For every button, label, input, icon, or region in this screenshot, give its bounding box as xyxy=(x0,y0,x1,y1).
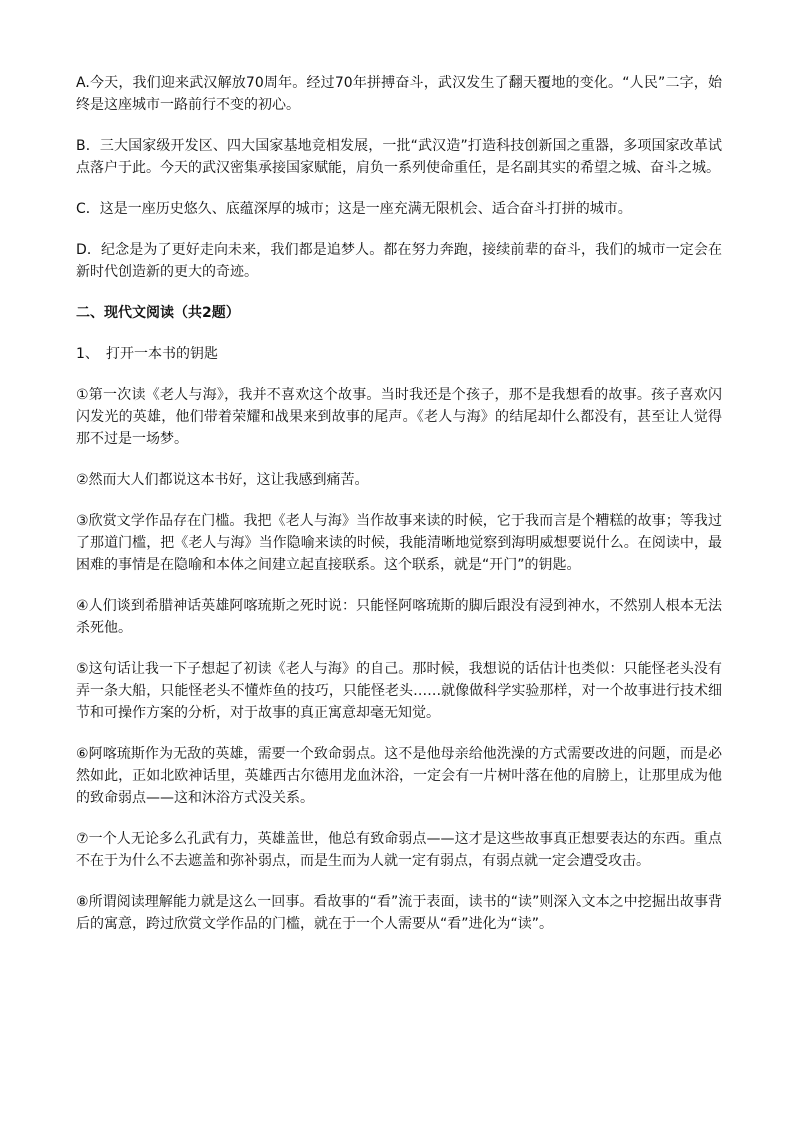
paragraph-6: ⑥阿喀琉斯作为无敌的英雄，需要一个致命弱点。这不是他母亲给他洗澡的方式需要改进的问题，而是必然如此，正如北欧神话里，英雄西古尔德用龙血沐浴，一定会有一片树叶落在他的肩膀上，让那里成为他的致命弱点——这和沐浴方式没关系。 xyxy=(76,746,722,806)
paragraph-8: ⑧所谓阅读理解能力就是这么一回事。看故事的“看”流于表面，读书的“读”则深入文本之中挖掘出故事背后的寓意，跨过欣赏文学作品的门槛，就在于一个人需要从“看”进化为“读”。 xyxy=(76,894,722,932)
option-b: B．三大国家级开发区、四大国家基地竞相发展，一批“武汉造”打造科技创新国之重器，多项国家改革试点落户于此。今天的武汉密集承接国家赋能，肩负一系列使命重任，是名副其实的希望之城、奋斗之城。 xyxy=(76,138,722,176)
article-title: 打开一本书的钥匙 xyxy=(106,346,218,362)
section-heading: 二、现代文阅读（共2题） xyxy=(76,305,240,321)
question-number: 1、 xyxy=(76,346,99,362)
document-page xyxy=(76,72,722,954)
option-a: A.今天，我们迎来武汉解放70周年。经过70年拼搏奋斗，武汉发生了翻天覆地的变化。“人民”二字，始终是这座城市一路前行不变的初心。 xyxy=(76,75,722,113)
paragraph-1: ①第一次读《老人与海》，我并不喜欢这个故事。当时我还是个孩子，那不是我想看的故事。孩子喜欢闪闪发光的英雄，他们带着荣耀和战果来到故事的尾声。《老人与海》的结尾却什么都没有，甚至让人觉得那不过是一场梦。 xyxy=(76,387,722,447)
option-d: D．纪念是为了更好走向未来，我们都是追梦人。都在努力奔跑，接续前辈的奋斗，我们的城市一定会在新时代创造新的更大的奇迹。 xyxy=(76,242,722,280)
paragraph-4: ④人们谈到希腊神话英雄阿喀琉斯之死时说：只能怪阿喀琉斯的脚后跟没有浸到神水，不然别人根本无法杀死他。 xyxy=(76,598,722,636)
paragraph-3: ③欣赏文学作品存在门槛。我把《老人与海》当作故事来读的时候，它于我而言是个糟糕的故事；等我过了那道门槛，把《老人与海》当作隐喻来读的时候，我能清晰地觉察到海明威想要说什么。在阅读中，最困难的事情是在隐喻和本体之间建立起直接联系。这个联系，就是“开门”的钥匙。 xyxy=(76,513,722,573)
paragraph-2: ②然而大人们都说这本书好，这让我感到痛苦。 xyxy=(76,472,369,488)
question-title xyxy=(76,343,722,365)
paragraph-5: ⑤这句话让我一下子想起了初读《老人与海》的自己。那时候，我想说的话估计也类似：只能怪老头没有弄一条大船，只能怪老头不懂炸鱼的技巧，只能怪老头……就像做科学实验那样，对一个故事进行技术细节和可操作方案的分析，对于故事的真正寓意却毫无知觉。 xyxy=(76,661,722,721)
paragraph-7: ⑦一个人无论多么孔武有力，英雄盖世，他总有致命弱点——这才是这些故事真正想要表达的东西。重点不在于为什么不去遮盖和弥补弱点，而是生而为人就一定有弱点，有弱点就一定会遭受攻击。 xyxy=(76,831,722,869)
option-c: C．这是一座历史悠久、底蕴深厚的城市；这是一座充满无限机会、适合奋斗打拼的城市。 xyxy=(76,201,632,217)
